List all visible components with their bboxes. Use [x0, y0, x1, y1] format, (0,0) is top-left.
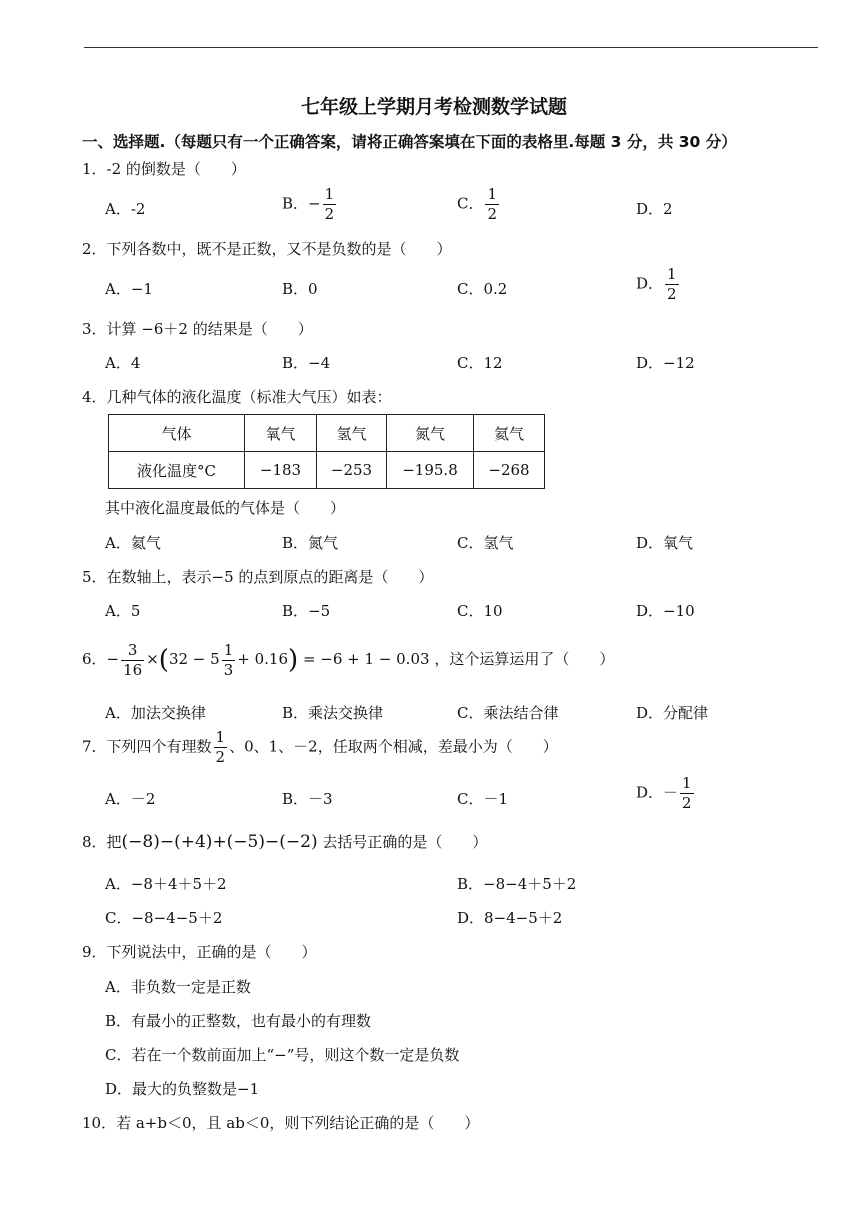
question-text: 、0、1、－2，任取两个相减，差最小为（ ）: [229, 737, 558, 756]
minus-sign: −: [106, 650, 120, 668]
table-cell: −253: [317, 452, 387, 489]
question-3-option-d: D．−12: [636, 354, 695, 372]
question-1-stem: 1．-2 的倒数是（ ）: [82, 160, 246, 178]
table-cell: 氢气: [317, 415, 387, 452]
question-2-option-d: [636, 267, 681, 302]
numerator: 1: [487, 185, 498, 203]
table-cell: −195.8: [387, 452, 474, 489]
table-cell: 氧气: [245, 415, 317, 452]
question-number: 6．: [82, 650, 107, 668]
table-cell: 液化温度°C: [109, 452, 245, 489]
question-9-option-b: B．有最小的正整数，也有最小的有理数: [105, 1012, 372, 1030]
question-9-option-d: D．最大的负整数是−1: [105, 1080, 260, 1098]
question-1-option-d: D．2: [636, 200, 673, 218]
question-4-option-a: A．氦气: [105, 534, 161, 552]
table-cell: 氦气: [474, 415, 545, 452]
question-5-option-b: B．−5: [282, 602, 331, 620]
question-9-option-c: C．若在一个数前面加上“−”号，则这个数一定是负数: [105, 1046, 460, 1064]
question-7-option-c: C．－1: [457, 790, 509, 808]
question-4-option-d: D．氧气: [636, 534, 694, 552]
question-5-option-c: C．10: [457, 602, 503, 620]
fraction: [323, 187, 337, 222]
question-7-stem: [82, 730, 558, 765]
left-paren: (: [158, 645, 169, 675]
denominator: 2: [487, 205, 498, 223]
question-5-option-d: D．−10: [636, 602, 695, 620]
question-9-stem: 9．下列说法中，正确的是（ ）: [82, 943, 317, 961]
table-cell: 气体: [109, 415, 245, 452]
fraction: [680, 776, 694, 811]
question-7-option-a: A．－2: [105, 790, 156, 808]
question-6-option-c: C．乘法结合律: [457, 704, 559, 722]
table-header-row: [109, 415, 545, 452]
question-8-option-a: A．−8＋4＋5＋2: [105, 875, 227, 893]
question-1-option-a: A．-2: [105, 200, 146, 218]
page-title: 七年级上学期月考检测数学试题: [300, 96, 567, 118]
question-3-option-c: C．12: [457, 354, 503, 372]
numerator: 1: [682, 774, 692, 792]
denominator: 2: [682, 794, 692, 812]
option-label: B．: [282, 194, 309, 213]
question-4-option-b: B．氮气: [282, 534, 339, 552]
table-cell: −268: [474, 452, 545, 489]
question-5-option-a: A．5: [105, 602, 141, 620]
fraction: [665, 267, 679, 302]
question-5-stem: 5．在数轴上，表示−5 的点到原点的距离是（ ）: [82, 568, 434, 586]
fraction: [121, 640, 144, 679]
question-4-substem: 其中液化温度最低的气体是（ ）: [105, 499, 346, 517]
question-text: ，这个运算运用了（ ）: [434, 650, 615, 668]
question-2-stem: 2．下列各数中，既不是正数，又不是负数的是（ ）: [82, 240, 452, 258]
denominator: 2: [667, 285, 677, 303]
question-4-option-c: C．氢气: [457, 534, 514, 552]
question-text: 8．把: [82, 833, 122, 851]
question-6-stem: [82, 637, 614, 681]
fraction: [214, 730, 228, 765]
denominator: 3: [223, 660, 234, 679]
question-text: 7．下列四个有理数: [82, 737, 212, 756]
question-7-option-b: B．－3: [282, 790, 333, 808]
expression-part: = −6 + 1 − 0.03: [302, 650, 430, 668]
question-10-stem: 10．若 a+b＜0，且 ab＜0，则下列结论正确的是（ ）: [82, 1114, 480, 1132]
option-label: C．: [457, 194, 484, 213]
question-2-option-a: A．−1: [105, 280, 153, 298]
question-8-option-d: D．8−4−5＋2: [457, 909, 563, 927]
question-3-option-b: B．−4: [282, 354, 331, 372]
question-2-option-c: C．0.2: [457, 280, 508, 298]
question-1-option-c: [457, 187, 501, 222]
times-sign: ×: [146, 650, 159, 668]
minus-sign: −: [308, 194, 321, 213]
right-paren: ): [288, 645, 299, 675]
question-1-option-b: [282, 187, 338, 222]
question-6-option-b: B．乘法交换律: [282, 704, 384, 722]
numerator: 3: [127, 640, 138, 659]
question-8-option-b: B．−8−4＋5＋2: [457, 875, 577, 893]
numerator: 1: [223, 640, 234, 659]
question-6-option-a: A．加法交换律: [105, 704, 206, 722]
section-heading: 一、选择题.（每题只有一个正确答案，请将正确答案填在下面的表格里.每题 3 分，共 30 分）: [82, 133, 737, 151]
table-cell: 氮气: [387, 415, 474, 452]
denominator: 2: [324, 205, 335, 223]
numerator: 1: [324, 185, 335, 203]
question-7-option-d: [636, 776, 696, 811]
gas-temperature-table: [108, 414, 545, 489]
option-label: D．: [636, 274, 664, 293]
question-3-stem: 3．计算 −6＋2 的结果是（ ）: [82, 320, 313, 338]
numerator: 1: [667, 265, 677, 283]
question-3-option-a: A．4: [105, 354, 141, 372]
numerator: 1: [215, 728, 226, 746]
denominator: 16: [123, 660, 143, 679]
question-text: 去括号正确的是（ ）: [317, 833, 488, 851]
math-expression: (−8)−(+4)+(−5)−(−2): [121, 832, 318, 852]
question-6-option-d: D．分配律: [636, 704, 709, 722]
question-8-stem: [82, 831, 487, 852]
question-8-option-c: C．−8−4−5＋2: [105, 909, 223, 927]
question-2-option-b: B．0: [282, 280, 318, 298]
option-label: D．－: [636, 783, 679, 802]
fraction: [485, 187, 499, 222]
denominator: 2: [215, 748, 226, 766]
table-cell: −183: [245, 452, 317, 489]
question-9-option-a: A．非负数一定是正数: [105, 978, 251, 996]
question-4-stem: 4．几种气体的液化温度（标准大气压）如表：: [82, 388, 392, 406]
fraction: [222, 640, 236, 679]
expression-part: + 0.16: [237, 650, 288, 668]
expression-part: 32 − 5: [168, 650, 220, 668]
table-row: [109, 452, 545, 489]
header-rule: [84, 47, 818, 48]
